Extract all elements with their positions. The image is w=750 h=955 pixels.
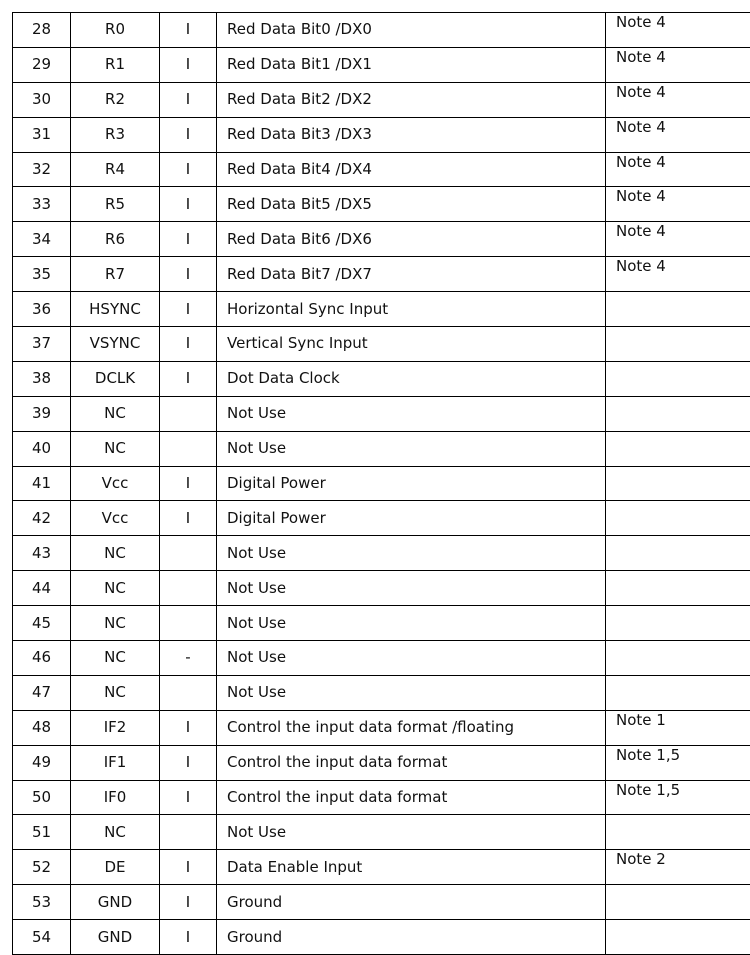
pin-symbol-cell: IF0 (71, 780, 160, 815)
pin-description-cell: Vertical Sync Input (217, 327, 606, 362)
pin-symbol-cell: Vcc (71, 466, 160, 501)
pin-symbol-cell: R0 (71, 13, 160, 48)
pin-symbol-cell: DCLK (71, 361, 160, 396)
table-row (13, 850, 750, 885)
pin-io-cell (160, 675, 217, 710)
pin-symbol-cell: NC (71, 431, 160, 466)
pin-symbol-cell: NC (71, 536, 160, 571)
pin-io-cell: I (160, 187, 217, 222)
pin-description-cell: Control the input data format (217, 780, 606, 815)
pin-io-cell: I (160, 885, 217, 920)
table-row (13, 13, 750, 48)
pin-assignment-table (12, 12, 750, 955)
pin-remark-cell (606, 536, 750, 571)
pin-remark-cell (606, 920, 750, 955)
pin-number-cell: 51 (13, 815, 71, 850)
pin-description-cell: Not Use (217, 675, 606, 710)
table-row (13, 187, 750, 222)
pin-io-cell: I (160, 780, 217, 815)
pin-remark-cell: Note 1,5 (606, 780, 750, 815)
table-row (13, 606, 750, 641)
pin-number-cell: 29 (13, 47, 71, 82)
pin-symbol-cell: NC (71, 675, 160, 710)
pin-io-cell: I (160, 47, 217, 82)
pin-io-cell (160, 536, 217, 571)
pin-symbol-cell: R2 (71, 82, 160, 117)
pin-io-cell: I (160, 117, 217, 152)
table-row (13, 361, 750, 396)
pin-remark-cell: Note 4 (606, 152, 750, 187)
pin-number-cell: 45 (13, 606, 71, 641)
pin-number-cell: 47 (13, 675, 71, 710)
pin-description-cell: Not Use (217, 431, 606, 466)
pin-remark-cell (606, 675, 750, 710)
pin-remark-cell (606, 466, 750, 501)
pin-number-cell: 38 (13, 361, 71, 396)
pin-description-cell: Red Data Bit6 /DX6 (217, 222, 606, 257)
pin-remark-cell: Note 2 (606, 850, 750, 885)
pin-number-cell: 41 (13, 466, 71, 501)
pin-remark-cell (606, 606, 750, 641)
pin-remark-cell (606, 501, 750, 536)
pin-remark-cell (606, 641, 750, 676)
pin-number-cell: 53 (13, 885, 71, 920)
pin-io-cell: I (160, 710, 217, 745)
pin-io-cell (160, 815, 217, 850)
pin-remark-cell: Note 4 (606, 82, 750, 117)
pin-description-cell: Not Use (217, 571, 606, 606)
pin-number-cell: 31 (13, 117, 71, 152)
pin-table-body (13, 13, 750, 955)
pin-io-cell: - (160, 641, 217, 676)
pin-description-cell: Red Data Bit7 /DX7 (217, 257, 606, 292)
pin-remark-cell (606, 396, 750, 431)
pin-description-cell: Data Enable Input (217, 850, 606, 885)
table-row (13, 885, 750, 920)
pin-number-cell: 43 (13, 536, 71, 571)
pin-io-cell: I (160, 152, 217, 187)
pin-number-cell: 52 (13, 850, 71, 885)
pin-description-cell: Not Use (217, 641, 606, 676)
pin-symbol-cell: IF1 (71, 745, 160, 780)
pin-symbol-cell: HSYNC (71, 292, 160, 327)
pin-description-cell: Digital Power (217, 501, 606, 536)
pin-remark-cell: Note 4 (606, 117, 750, 152)
pin-number-cell: 35 (13, 257, 71, 292)
pin-symbol-cell: R1 (71, 47, 160, 82)
pin-description-cell: Horizontal Sync Input (217, 292, 606, 327)
table-row (13, 780, 750, 815)
pin-number-cell: 49 (13, 745, 71, 780)
pin-symbol-cell: GND (71, 920, 160, 955)
pin-number-cell: 33 (13, 187, 71, 222)
table-row (13, 466, 750, 501)
pin-number-cell: 36 (13, 292, 71, 327)
pin-description-cell: Not Use (217, 606, 606, 641)
pin-io-cell: I (160, 82, 217, 117)
table-row (13, 47, 750, 82)
pin-number-cell: 42 (13, 501, 71, 536)
table-row (13, 571, 750, 606)
table-row (13, 641, 750, 676)
pin-io-cell: I (160, 327, 217, 362)
table-row (13, 501, 750, 536)
pin-io-cell: I (160, 745, 217, 780)
pin-remark-cell: Note 4 (606, 257, 750, 292)
pin-io-cell: I (160, 361, 217, 396)
pin-io-cell (160, 606, 217, 641)
pin-remark-cell: Note 1,5 (606, 745, 750, 780)
pin-io-cell: I (160, 13, 217, 48)
pin-remark-cell (606, 327, 750, 362)
table-row (13, 675, 750, 710)
pin-description-cell: Dot Data Clock (217, 361, 606, 396)
pin-description-cell: Not Use (217, 536, 606, 571)
pin-description-cell: Red Data Bit1 /DX1 (217, 47, 606, 82)
pin-description-cell: Digital Power (217, 466, 606, 501)
pin-symbol-cell: R3 (71, 117, 160, 152)
pin-remark-cell (606, 361, 750, 396)
pin-symbol-cell: R6 (71, 222, 160, 257)
pin-io-cell (160, 571, 217, 606)
pin-symbol-cell: Vcc (71, 501, 160, 536)
table-row (13, 222, 750, 257)
pin-remark-cell (606, 885, 750, 920)
pin-remark-cell (606, 292, 750, 327)
pin-symbol-cell: NC (71, 396, 160, 431)
pin-io-cell (160, 431, 217, 466)
pin-io-cell: I (160, 466, 217, 501)
table-row (13, 257, 750, 292)
table-row (13, 117, 750, 152)
pin-number-cell: 48 (13, 710, 71, 745)
pin-io-cell: I (160, 257, 217, 292)
pin-symbol-cell: NC (71, 641, 160, 676)
pin-symbol-cell: R5 (71, 187, 160, 222)
table-row (13, 710, 750, 745)
table-row (13, 815, 750, 850)
pin-symbol-cell: NC (71, 571, 160, 606)
pin-symbol-cell: DE (71, 850, 160, 885)
table-row (13, 431, 750, 466)
pin-symbol-cell: IF2 (71, 710, 160, 745)
table-row (13, 920, 750, 955)
pin-description-cell: Red Data Bit2 /DX2 (217, 82, 606, 117)
pin-description-cell: Ground (217, 920, 606, 955)
pin-io-cell: I (160, 850, 217, 885)
pin-description-cell: Red Data Bit5 /DX5 (217, 187, 606, 222)
pin-io-cell: I (160, 222, 217, 257)
pin-number-cell: 46 (13, 641, 71, 676)
table-row (13, 292, 750, 327)
pin-remark-cell: Note 4 (606, 187, 750, 222)
pin-description-cell: Red Data Bit4 /DX4 (217, 152, 606, 187)
table-row (13, 396, 750, 431)
pin-symbol-cell: R4 (71, 152, 160, 187)
pin-io-cell: I (160, 501, 217, 536)
pin-symbol-cell: GND (71, 885, 160, 920)
pin-number-cell: 34 (13, 222, 71, 257)
pin-remark-cell (606, 571, 750, 606)
pin-description-cell: Control the input data format (217, 745, 606, 780)
pin-description-cell: Red Data Bit0 /DX0 (217, 13, 606, 48)
pin-number-cell: 32 (13, 152, 71, 187)
pin-number-cell: 54 (13, 920, 71, 955)
pin-number-cell: 50 (13, 780, 71, 815)
pin-number-cell: 28 (13, 13, 71, 48)
pin-remark-cell: Note 4 (606, 47, 750, 82)
pin-remark-cell (606, 431, 750, 466)
pin-description-cell: Control the input data format /floating (217, 710, 606, 745)
table-row (13, 536, 750, 571)
pin-symbol-cell: VSYNC (71, 327, 160, 362)
pin-number-cell: 37 (13, 327, 71, 362)
pin-symbol-cell: R7 (71, 257, 160, 292)
pin-io-cell: I (160, 920, 217, 955)
pin-remark-cell: Note 4 (606, 13, 750, 48)
table-row (13, 745, 750, 780)
pin-description-cell: Red Data Bit3 /DX3 (217, 117, 606, 152)
pin-remark-cell: Note 1 (606, 710, 750, 745)
pin-io-cell: I (160, 292, 217, 327)
pin-description-cell: Not Use (217, 396, 606, 431)
pin-io-cell (160, 396, 217, 431)
pin-number-cell: 40 (13, 431, 71, 466)
pin-description-cell: Not Use (217, 815, 606, 850)
pin-number-cell: 44 (13, 571, 71, 606)
pin-number-cell: 30 (13, 82, 71, 117)
pin-description-cell: Ground (217, 885, 606, 920)
table-row (13, 327, 750, 362)
pin-number-cell: 39 (13, 396, 71, 431)
table-row (13, 152, 750, 187)
pin-remark-cell (606, 815, 750, 850)
pin-symbol-cell: NC (71, 815, 160, 850)
table-row (13, 82, 750, 117)
pin-symbol-cell: NC (71, 606, 160, 641)
pin-remark-cell: Note 4 (606, 222, 750, 257)
